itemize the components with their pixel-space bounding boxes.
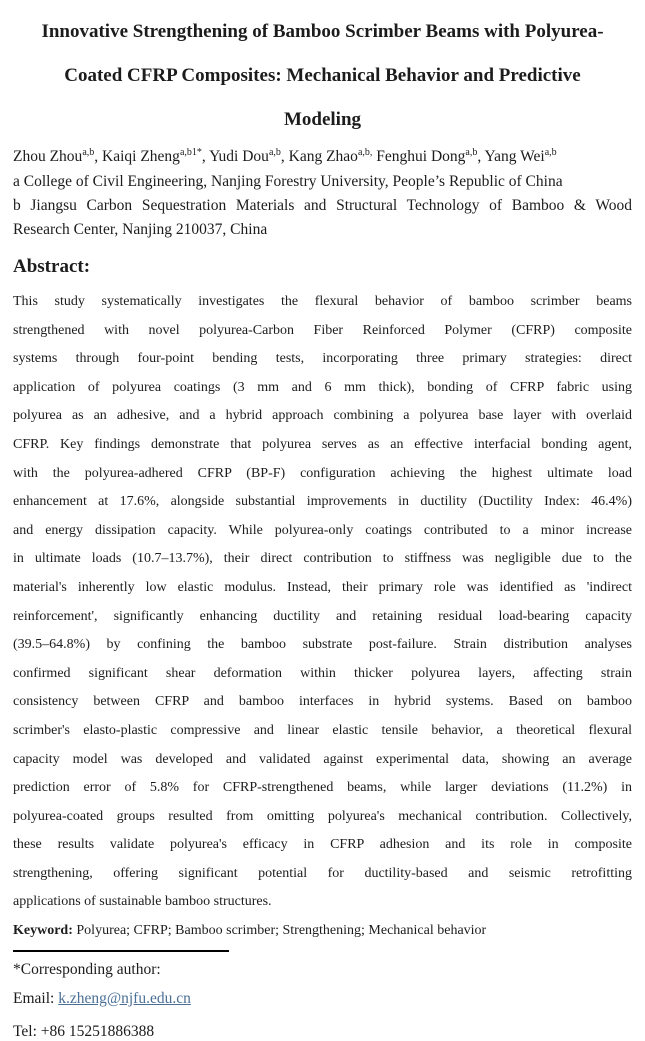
abstract-line: polyurea-coated groups resulted from omitting polyurea's mechanical contribution. Collectively, (13, 808, 632, 824)
affiliation-line: Research Center, Nanjing 210037, China (13, 221, 268, 238)
abstract-line: polyurea as an adhesive, and a hybrid approach combining a polyurea base layer with overlaid (13, 408, 632, 424)
author (102, 148, 209, 165)
author-superscript: a,b (544, 146, 557, 158)
author (13, 148, 102, 165)
author-name: Kang Zhao (288, 148, 358, 165)
abstract-line: capacity model was developed and validated against experimental data, showing an average (13, 751, 632, 767)
author-superscript: a,b (465, 146, 478, 158)
author-superscript: a,b, (357, 146, 373, 158)
author-name: Yang Wei (484, 148, 545, 165)
affiliation-b (13, 194, 632, 242)
title-line-3: Modeling (283, 109, 362, 130)
keywords-text: Polyurea; CFRP; Bamboo scrimber; Strengthening; Mechanical behavior (76, 923, 487, 939)
email-label: Email: (13, 989, 55, 1007)
abstract-line: material's inherently low elastic modulus. Instead, their primary role was identified as 'indirect (13, 579, 632, 595)
author-superscript: a,b (268, 146, 281, 158)
keywords-label: Keyword: (13, 923, 73, 939)
author-separator: , (201, 148, 210, 165)
affiliation-line: a College of Civil Engineering, Nanjing Forestry University, People’s Republic of China (13, 173, 563, 190)
abstract-line: with the polyurea-adhered CFRP (BP-F) configuration achieving the highest ultimate load (13, 465, 632, 481)
abstract-line: CFRP. Key findings demonstrate that polyurea serves as an effective interfacial bonding agent, (13, 436, 632, 452)
abstract-body (13, 288, 632, 917)
abstract-line: systems through four-point bending tests, incorporating three primary strategies: direct (13, 351, 632, 367)
author (485, 148, 557, 165)
paper-title (13, 10, 632, 142)
author (376, 148, 484, 165)
tel-line: Tel: +86 15251886388 (13, 1022, 155, 1040)
abstract-line: confirmed significant shear deformation within thicker polyurea layers, affecting strain (13, 665, 632, 681)
abstract-line: (39.5–64.8%) by confining the bamboo substrate post-failure. Strain distribution analyses (13, 637, 632, 653)
title-line-1: Innovative Strengthening of Bamboo Scrimber Beams with Polyurea- (41, 21, 604, 42)
abstract-line: strengthened with novel polyurea-Carbon Fiber Reinforced Polymer (CFRP) composite (13, 322, 632, 338)
abstract-line: prediction error of 5.8% for CFRP-strengthened beams, while larger deviations (11.2%) in (13, 780, 632, 796)
corresponding-author-note: *Corresponding author: (13, 960, 161, 978)
author-superscript: a,b1* (179, 146, 202, 158)
author (289, 148, 377, 165)
author-name: Fenghui Dong (376, 148, 466, 165)
authors-line (13, 144, 632, 170)
abstract-heading: Abstract: (13, 256, 91, 277)
abstract-line: application of polyurea coatings (3 mm and 6 mm thick), bonding of CFRP fabric using (13, 379, 632, 395)
affiliation-line: b Jiangsu Carbon Sequestration Materials and Structural Technology of Bamboo & Wood (13, 197, 632, 214)
author-separator: , (94, 148, 103, 165)
keywords-line (13, 917, 632, 946)
abstract-line: consistency between CFRP and bamboo interfaces in hybrid systems. Based on bamboo (13, 694, 632, 710)
abstract-line: and energy dissipation capacity. While polyurea-only coatings contributed to a minor increase (13, 522, 632, 538)
author-name: Kaiqi Zheng (102, 148, 180, 165)
abstract-line: strengthening, offering significant potential for ductility-based and seismic retrofitting (13, 865, 632, 881)
abstract-line: applications of sustainable bamboo structures. (13, 894, 272, 910)
email-link[interactable]: k.zheng@njfu.edu.cn (58, 989, 191, 1007)
author-separator: , (280, 148, 289, 165)
abstract-line: these results validate polyurea's efficacy in CFRP adhesion and its role in composite (13, 837, 632, 853)
email-line (13, 988, 632, 1010)
author (209, 148, 289, 165)
affiliation-a (13, 170, 632, 194)
abstract-line: enhancement at 17.6%, alongside substantial improvements in ductility (Ductility Index: 46.4%) (13, 494, 632, 510)
abstract-line: in ultimate loads (10.7–13.7%), their direct contribution to stiffness was negligible due to the (13, 551, 632, 567)
abstract-line: reinforcement', significantly enhancing ductility and retaining residual load-bearing capacity (13, 608, 632, 624)
footnote-divider-line (13, 950, 229, 952)
author-name: Zhou Zhou (13, 148, 83, 165)
author-name: Yudi Dou (209, 148, 269, 165)
abstract-line: scrimber's elasto-plastic compressive and linear elastic tensile behavior, a theoretical flexural (13, 722, 632, 738)
author-separator: , (477, 148, 485, 165)
abstract-line: This study systematically investigates the flexural behavior of bamboo scrimber beams (13, 294, 632, 309)
author-superscript: a,b (82, 146, 95, 158)
title-line-2: Coated CFRP Composites: Mechanical Behavior and Predictive (64, 65, 581, 86)
affiliations (13, 170, 632, 242)
